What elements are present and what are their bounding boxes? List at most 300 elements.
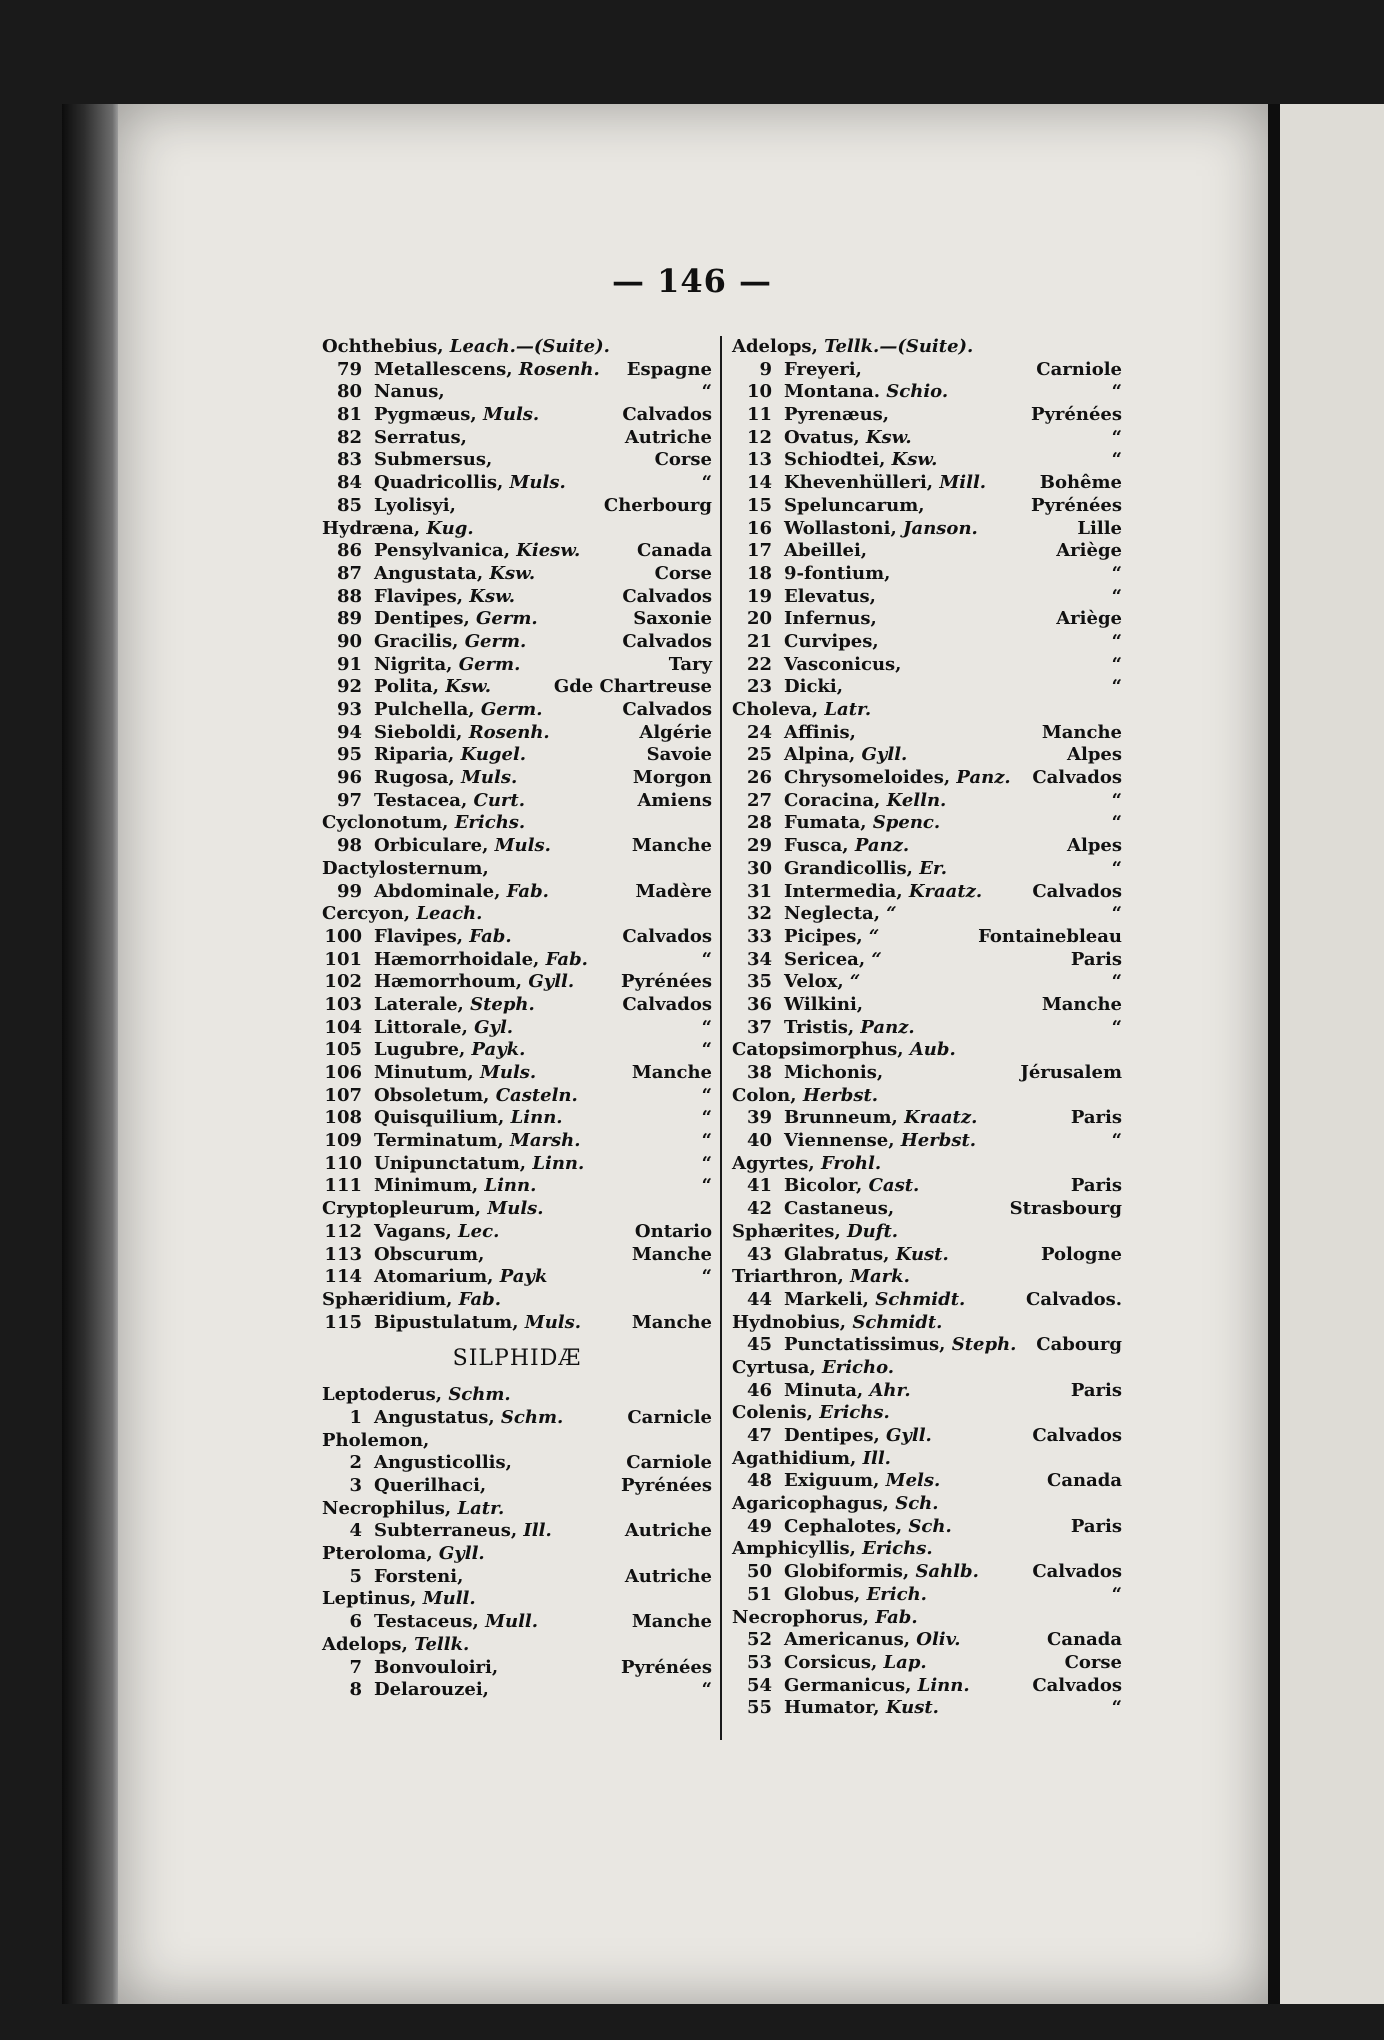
species-name	[374, 1153, 584, 1176]
species-row	[322, 699, 712, 722]
genus-name	[322, 1498, 504, 1521]
locality: Paris	[1070, 1515, 1122, 1537]
taxon-author: Latr.	[824, 699, 872, 720]
taxon-name: Exiguum,	[784, 1470, 880, 1492]
species-row	[322, 586, 712, 609]
taxon-name: Triarthron,	[732, 1266, 844, 1288]
taxon-name: Choleva,	[732, 699, 819, 720]
taxon-name: Lugubre,	[374, 1039, 466, 1061]
species-row	[322, 404, 712, 427]
locality: Calvados	[622, 585, 712, 607]
species-row	[732, 767, 1122, 790]
species-name	[784, 812, 940, 835]
species-row	[732, 1107, 1122, 1130]
locality: Pyrénées	[620, 1475, 712, 1496]
species-name	[374, 1107, 563, 1130]
locality: Corse	[654, 449, 712, 471]
taxon-name: 9-fontium,	[784, 562, 891, 584]
genus-heading	[732, 1312, 1122, 1335]
locality: “	[701, 1175, 712, 1197]
genus-heading	[732, 1493, 1122, 1516]
taxon-name: Minuta,	[784, 1379, 864, 1401]
taxon-name: Michonis,	[784, 1062, 884, 1083]
species-name	[374, 1017, 513, 1040]
species-name	[374, 744, 526, 767]
species-row	[322, 472, 712, 495]
genus-heading	[732, 1085, 1122, 1108]
taxon-name: Colon,	[732, 1084, 797, 1106]
species-name	[784, 495, 925, 518]
species-row	[322, 381, 712, 404]
taxon-name: Cyrtusa,	[732, 1356, 816, 1378]
taxon-author: Schm.	[500, 1406, 564, 1428]
taxon-name: Orbiculare,	[374, 835, 489, 857]
taxon-author: Schmidt.	[875, 1288, 966, 1310]
taxon-author: “	[886, 903, 897, 925]
genus-name	[322, 1198, 544, 1221]
genus-name	[322, 812, 525, 835]
species-row	[732, 608, 1122, 631]
taxon-name: Testacea,	[374, 789, 468, 811]
taxon-name: Hydnobius,	[732, 1311, 847, 1333]
species-number: 2	[349, 1452, 362, 1474]
taxon-name: Tristis,	[784, 1016, 855, 1038]
taxon-author: Steph.	[951, 1334, 1017, 1356]
species-number: 52	[746, 1629, 772, 1651]
species-name	[374, 790, 525, 813]
species-name	[784, 381, 948, 404]
species-row	[322, 1475, 712, 1498]
species-row	[322, 1153, 712, 1176]
taxon-name: Lyolisyi,	[374, 494, 456, 516]
taxon-author: Fab.	[469, 925, 512, 947]
species-number: 30	[746, 857, 772, 879]
locality: Canada	[1047, 1629, 1122, 1651]
species-name	[374, 1657, 498, 1680]
taxon-author: Fab.	[875, 1606, 918, 1628]
species-row	[322, 608, 712, 631]
species-number: 46	[746, 1379, 772, 1401]
species-number: 24	[746, 721, 772, 743]
species-number: 94	[336, 721, 362, 743]
species-number: 98	[336, 835, 362, 857]
taxon-author: Sahlb.	[915, 1561, 979, 1583]
species-number: 40	[746, 1130, 772, 1152]
taxon-name: Adelops,	[732, 336, 818, 357]
species-name	[784, 1334, 1016, 1357]
taxon-name: Velox,	[784, 971, 844, 993]
species-row	[732, 1334, 1122, 1357]
species-name	[784, 1675, 970, 1698]
species-name	[784, 518, 978, 541]
taxon-author: Mark.	[850, 1266, 910, 1288]
species-number: 16	[746, 517, 772, 539]
species-row	[322, 1407, 712, 1430]
genus-name	[732, 1448, 891, 1471]
species-number: 4	[349, 1520, 362, 1542]
species-number: 43	[746, 1243, 772, 1265]
species-name	[374, 540, 580, 563]
species-name	[374, 1566, 463, 1589]
taxon-name: Obscurum,	[374, 1243, 485, 1265]
locality: “	[1111, 381, 1122, 403]
taxon-author: Leach.—(Suite).	[449, 336, 610, 357]
taxon-author: Leach.	[416, 903, 483, 925]
species-number: 111	[324, 1175, 362, 1197]
locality: “	[1111, 1697, 1122, 1719]
taxon-author: Curt.	[473, 789, 525, 811]
genus-heading	[732, 1448, 1122, 1471]
genus-name	[732, 1266, 910, 1289]
species-name	[784, 881, 982, 904]
taxon-name: Brunneum,	[784, 1107, 898, 1129]
species-name	[374, 563, 535, 586]
taxon-name: Leptinus,	[322, 1588, 417, 1610]
locality: Corse	[1064, 1651, 1122, 1673]
taxon-name: Castaneus,	[784, 1198, 895, 1220]
species-name	[374, 881, 549, 904]
species-number: 113	[324, 1243, 362, 1265]
species-number: 93	[336, 699, 362, 720]
species-number: 3	[349, 1475, 362, 1496]
taxon-author: Germ.	[464, 630, 527, 652]
genus-heading	[322, 1588, 712, 1611]
locality: Calvados	[622, 630, 712, 652]
species-name	[784, 790, 946, 813]
species-name	[784, 631, 879, 654]
species-row	[322, 1679, 712, 1702]
locality: Fontainebleau	[978, 925, 1122, 947]
species-name	[374, 699, 542, 722]
genus-heading	[322, 1198, 712, 1221]
species-number: 6	[349, 1611, 362, 1633]
species-name	[784, 1629, 961, 1652]
locality: Bohême	[1039, 472, 1122, 494]
species-name	[784, 949, 882, 972]
species-number: 42	[746, 1198, 772, 1220]
species-row	[322, 1244, 712, 1267]
species-number: 114	[324, 1266, 362, 1288]
species-number: 48	[746, 1470, 772, 1492]
taxon-name: Viennense,	[784, 1130, 895, 1152]
species-number: 115	[324, 1311, 362, 1333]
taxon-author: Panz.	[860, 1016, 915, 1038]
taxon-name: Vagans,	[374, 1220, 452, 1242]
species-number: 44	[746, 1288, 772, 1310]
species-number: 85	[336, 494, 362, 516]
species-row	[322, 1175, 712, 1198]
locality: “	[701, 1039, 712, 1061]
genus-name	[732, 1221, 898, 1244]
taxon-author: Tellk.	[414, 1633, 470, 1655]
taxon-name: Sericea,	[784, 948, 866, 970]
species-number: 41	[746, 1175, 772, 1197]
species-name	[374, 1062, 536, 1085]
taxon-author: Casteln.	[495, 1084, 578, 1106]
species-name	[374, 1679, 489, 1702]
taxon-author: Mels.	[885, 1470, 941, 1492]
genus-name	[732, 336, 973, 359]
species-row	[322, 1266, 712, 1289]
species-number: 107	[324, 1084, 362, 1106]
species-number: 17	[746, 540, 772, 562]
species-name	[784, 472, 986, 495]
genus-name	[732, 1607, 918, 1630]
species-name	[784, 744, 907, 767]
species-row	[732, 1198, 1122, 1221]
taxon-name: Humator,	[784, 1697, 880, 1719]
species-row	[322, 790, 712, 813]
taxon-name: Coracina,	[784, 789, 881, 811]
taxon-author: Ksw.	[445, 676, 491, 698]
species-name	[374, 1244, 484, 1267]
taxon-name: Submersus,	[374, 449, 493, 471]
species-name	[374, 654, 520, 677]
species-row	[322, 1566, 712, 1589]
taxon-author: Schmidt.	[852, 1311, 943, 1333]
locality: Autriche	[624, 1565, 712, 1587]
genus-name	[732, 699, 871, 722]
species-number: 21	[746, 630, 772, 652]
taxon-author: Herbst.	[802, 1084, 879, 1106]
locality: Paris	[1070, 948, 1122, 970]
species-name	[784, 1584, 927, 1607]
taxon-author: Gyll.	[528, 971, 575, 993]
taxon-author: Herbst.	[900, 1130, 977, 1152]
locality: “	[1111, 971, 1122, 993]
species-row	[732, 722, 1122, 745]
species-name	[374, 1130, 580, 1153]
taxon-author: Schio.	[886, 381, 949, 403]
locality: Calvados	[1032, 1425, 1122, 1446]
species-number: 23	[746, 676, 772, 698]
locality: “	[1111, 426, 1122, 448]
taxon-name: Fumata,	[784, 812, 867, 834]
species-number: 14	[746, 472, 772, 494]
species-name	[784, 676, 843, 699]
species-number: 96	[336, 767, 362, 789]
taxon-name: Unipunctatum,	[374, 1152, 527, 1174]
species-number: 82	[336, 426, 362, 448]
species-name	[374, 767, 517, 790]
species-row	[732, 835, 1122, 858]
genus-heading	[322, 1289, 712, 1312]
genus-name	[732, 1402, 890, 1425]
taxon-name: Laterale,	[374, 993, 464, 1015]
locality: Jérusalem	[1020, 1062, 1122, 1083]
taxon-name: Angustata,	[374, 562, 484, 584]
species-name	[374, 994, 535, 1017]
species-number: 108	[324, 1107, 362, 1129]
genus-name	[732, 1153, 881, 1176]
species-number: 53	[746, 1651, 772, 1673]
species-row	[732, 1425, 1122, 1448]
species-row	[322, 767, 712, 790]
genus-heading	[322, 812, 712, 835]
locality: Paris	[1070, 1107, 1122, 1129]
species-row	[322, 676, 712, 699]
genus-name	[322, 1588, 476, 1611]
taxon-name: Subterraneus,	[374, 1520, 518, 1542]
locality: Calvados	[1032, 880, 1122, 902]
taxon-author: Aub.	[909, 1039, 956, 1061]
binding-edge	[62, 104, 118, 2004]
page-number: — 146 —	[611, 262, 773, 300]
taxon-author: Muls.	[524, 1311, 582, 1333]
species-name	[784, 1198, 894, 1221]
taxon-author: Cast.	[868, 1175, 920, 1197]
locality: “	[1111, 562, 1122, 584]
species-number: 79	[336, 358, 362, 380]
genus-heading	[322, 1384, 712, 1407]
species-row	[322, 1611, 712, 1634]
locality: “	[701, 1130, 712, 1152]
taxon-author: Ahr.	[869, 1379, 911, 1401]
species-name	[784, 994, 863, 1017]
locality: Calvados	[622, 925, 712, 947]
genus-heading	[732, 1357, 1122, 1380]
species-name	[784, 608, 877, 631]
locality: Corse	[654, 562, 712, 584]
taxon-author: Sch.	[895, 1493, 939, 1515]
taxon-name: Angustatus,	[374, 1406, 495, 1428]
taxon-author: Panz.	[956, 767, 1011, 789]
taxon-name: Cephalotes,	[784, 1515, 903, 1537]
taxon-author: Ksw.	[891, 449, 938, 471]
taxon-author: Ksw.	[489, 562, 536, 584]
right-column	[732, 336, 1122, 1720]
species-number: 55	[746, 1697, 772, 1719]
taxon-author: Kust.	[895, 1243, 949, 1265]
species-name	[784, 563, 890, 586]
locality: “	[701, 1679, 712, 1701]
locality: Morgon	[632, 767, 712, 789]
locality: “	[701, 948, 712, 970]
taxon-name: Agathidium,	[732, 1447, 857, 1469]
species-number: 103	[324, 993, 362, 1015]
taxon-name: Sphæridium,	[322, 1288, 453, 1310]
species-row	[322, 835, 712, 858]
taxon-author: Spenc.	[872, 812, 941, 834]
species-name	[784, 1516, 952, 1539]
genus-heading	[732, 1402, 1122, 1425]
species-row	[322, 1221, 712, 1244]
taxon-author: Rosenh.	[518, 358, 600, 380]
species-number: 20	[746, 608, 772, 630]
species-number: 12	[746, 426, 772, 448]
genus-name	[322, 858, 489, 881]
taxon-name: Agyrtes,	[732, 1152, 815, 1174]
species-number: 15	[746, 494, 772, 516]
species-name	[784, 586, 876, 609]
species-row	[732, 1675, 1122, 1698]
locality: Carniole	[626, 1452, 712, 1474]
genus-name	[322, 1543, 485, 1566]
taxon-name: Abeillei,	[784, 540, 868, 562]
taxon-author: Erichs.	[454, 812, 526, 834]
taxon-author: Oliv.	[916, 1629, 961, 1651]
taxon-author: Fab.	[506, 880, 549, 902]
species-number: 99	[336, 880, 362, 902]
locality: Strasbourg	[1009, 1198, 1122, 1220]
locality: “	[701, 1084, 712, 1106]
species-name	[784, 1017, 915, 1040]
species-number: 18	[746, 562, 772, 584]
species-number: 33	[746, 925, 772, 947]
locality: Calvados	[1032, 1674, 1122, 1696]
locality: Calvados	[1032, 767, 1122, 789]
taxon-author: Erichs.	[819, 1402, 890, 1424]
taxon-name: Chrysomeloides,	[784, 767, 951, 789]
species-number: 112	[324, 1220, 362, 1242]
taxon-name: Littorale,	[374, 1016, 468, 1038]
taxon-author: Frohl.	[820, 1152, 882, 1174]
genus-name	[732, 1312, 942, 1335]
locality: Manche	[1041, 721, 1122, 743]
locality: “	[701, 1266, 712, 1288]
locality: “	[1111, 812, 1122, 834]
locality: Manche	[631, 1311, 712, 1333]
locality: Alpes	[1067, 744, 1122, 766]
species-row	[732, 563, 1122, 586]
taxon-name: Cyclonotum,	[322, 812, 449, 834]
locality: “	[701, 381, 712, 403]
locality: Pyrénées	[1030, 494, 1122, 516]
taxon-name: Affinis,	[784, 721, 856, 743]
genus-name	[322, 1430, 429, 1453]
taxon-author: Steph.	[470, 993, 535, 1015]
taxon-author: Linn.	[532, 1152, 585, 1174]
species-number: 25	[746, 744, 772, 766]
taxon-author: Germ.	[458, 653, 521, 675]
species-row	[322, 722, 712, 745]
taxon-author: Muls.	[482, 404, 540, 426]
taxon-author: Gyll.	[438, 1543, 485, 1565]
species-row	[322, 540, 712, 563]
taxon-author: Erichs.	[862, 1538, 933, 1560]
taxon-name: Nanus,	[374, 381, 445, 403]
taxon-name: Bicolor,	[784, 1175, 863, 1197]
locality: Pyrénées	[620, 1656, 712, 1678]
taxon-name: Globiformis,	[784, 1561, 910, 1583]
species-name	[374, 449, 492, 472]
locality: Pologne	[1040, 1243, 1122, 1265]
species-row	[732, 881, 1122, 904]
species-name	[784, 722, 856, 745]
species-number: 87	[336, 562, 362, 584]
taxon-author: “	[849, 971, 861, 993]
locality: Ontario	[634, 1220, 712, 1242]
species-number: 39	[746, 1107, 772, 1129]
species-row	[732, 1289, 1122, 1312]
species-number: 104	[324, 1016, 362, 1038]
species-row	[732, 1561, 1122, 1584]
species-name	[784, 858, 947, 881]
species-name	[374, 676, 491, 699]
taxon-name: Pensylvanica,	[374, 540, 510, 562]
locality: Manche	[1041, 993, 1122, 1015]
locality: Manche	[631, 1062, 712, 1083]
section-heading: SILPHIDÆ	[452, 1346, 582, 1372]
locality: Algérie	[639, 721, 712, 743]
taxon-name: Terminatum,	[374, 1130, 504, 1152]
taxon-name: Cryptopleurum,	[322, 1198, 482, 1220]
genus-name	[322, 336, 610, 359]
taxon-author: Muls.	[494, 835, 551, 857]
species-name	[374, 631, 526, 654]
taxon-name: Corsicus,	[784, 1651, 878, 1673]
species-number: 13	[746, 449, 772, 471]
